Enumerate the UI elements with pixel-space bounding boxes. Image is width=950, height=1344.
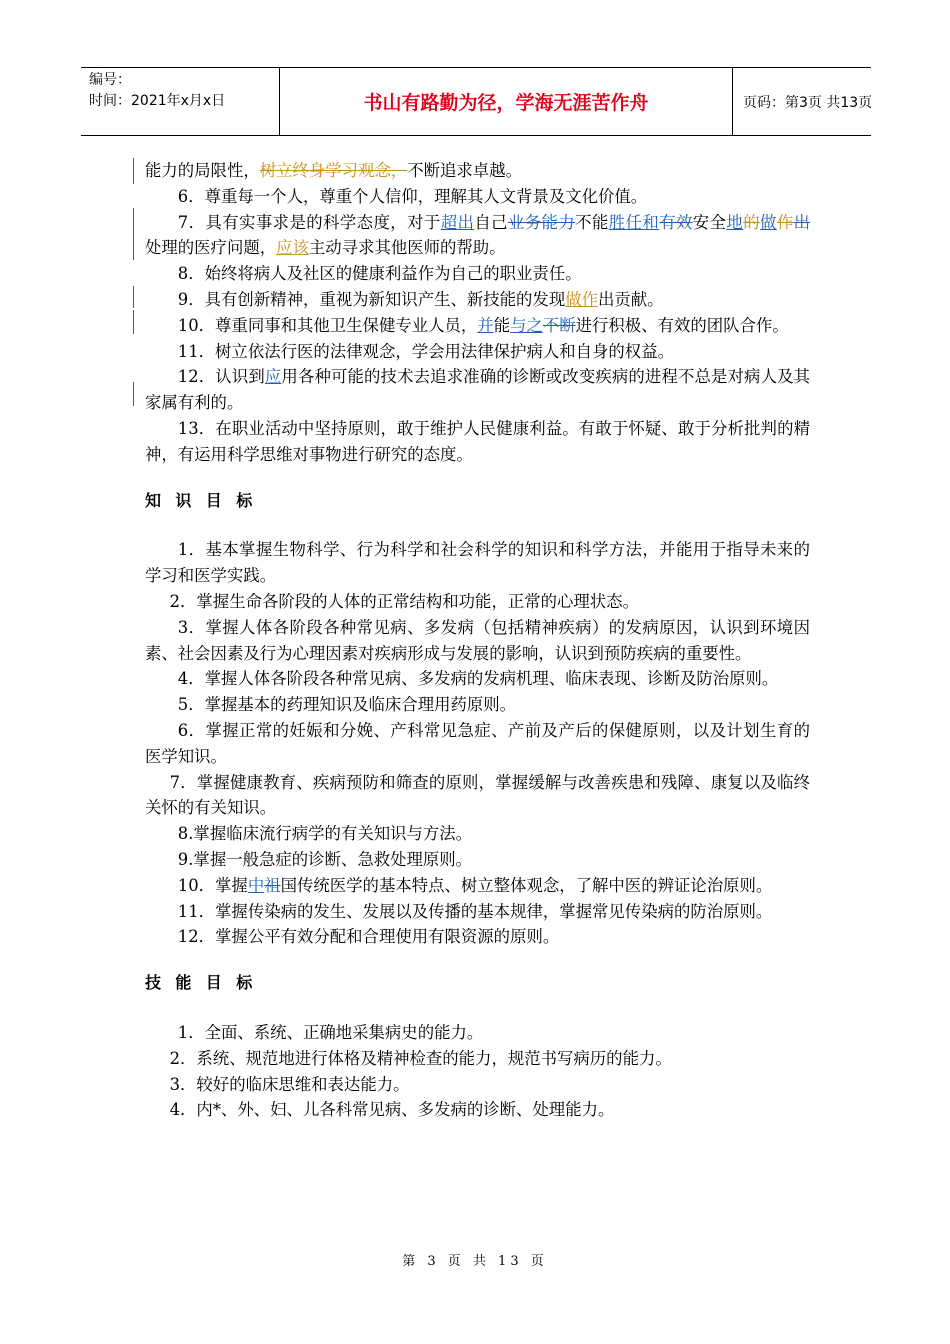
inserted-text: 地 — [726, 212, 744, 232]
inserted-text: 胜任和 — [608, 212, 660, 232]
header-page-code: 页码：第3页 共13页 — [743, 94, 873, 111]
document-body — [145, 158, 810, 1123]
paragraph: 10．尊重同事和其他卫生保健专业人员，并能与之不断进行积极、有效的团队合作。 — [177, 315, 789, 335]
deleted-text: 树立终身学习观念， — [259, 161, 408, 180]
paragraph: 2．系统、规范地进行体格及精神检查的能力，规范书写病历的能力。 — [169, 1048, 672, 1068]
paragraph: 11．树立依法行医的法律观念，学会用法律保护病人和自身的权益。 — [177, 341, 674, 361]
inserted-text: 应 — [264, 367, 282, 387]
paragraph: 6．尊重每一个人，尊重个人信仰，理解其人文背景及文化价值。 — [177, 186, 648, 206]
inserted-text: 做作 — [565, 289, 598, 309]
change-bar — [133, 382, 134, 406]
inserted-text: 中 — [247, 875, 265, 895]
inserted-text: 做 — [760, 212, 777, 232]
deleted-text: 作 — [776, 212, 794, 232]
paragraph: 13．在职业活动中坚持原则，敢于维护人民健康利益。有敢于怀疑、敢于分析批判的精神，有运用科学思维对事物进行研究的态度。 — [145, 418, 810, 464]
section-heading-skills: 技能目标 — [145, 973, 267, 993]
page-header — [81, 67, 871, 136]
paragraph: 5．掌握基本的药理知识及临床合理用药原则。 — [177, 695, 517, 715]
paragraph: 9．具有创新精神，重视为新知识产生、新技能的发现做作出贡献。 — [177, 289, 664, 309]
page-footer: 第 3 页 共 13 页 — [402, 1254, 548, 1269]
deleted-text: 有效 — [659, 212, 693, 232]
paragraph: 9.掌握一般急症的诊断、急救处理原则。 — [177, 849, 473, 869]
change-bar — [133, 158, 134, 184]
section-heading-knowledge: 知识目标 — [145, 490, 267, 510]
deleted-text: 不断 — [542, 315, 576, 335]
change-bar — [133, 286, 134, 308]
inserted-text: 与之 — [510, 315, 543, 335]
inserted-text: 并 — [477, 315, 494, 335]
paragraph: 2．掌握生命各阶段的人体的正常结构和功能，正常的心理状态。 — [169, 591, 639, 611]
paragraph: 7．具有实事求是的科学态度，对于超出自己业务能力不能胜任和有效安全地的做作出处理的医疗问题，应该主动寻求其他医师的帮助。 — [145, 212, 811, 258]
paragraph: 3．较好的临床思维和表达能力。 — [169, 1074, 410, 1094]
paragraph: 4．内*、外、妇、儿各科常见病、多发病的诊断、处理能力。 — [169, 1100, 615, 1120]
deleted-text: 祖 — [264, 875, 281, 895]
paragraph: 8.掌握临床流行病学的有关知识与方法。 — [177, 824, 473, 844]
paragraph: 12．认识到应用各种可能的技术去追求准确的诊断或改变疾病的进程不总是对病人及其家属有利的。 — [145, 367, 811, 413]
paragraph: 3．掌握人体各阶段各种常见病、多发病（包括精神疾病）的发病原因，认识到环境因素、社会因素及行为心理因素对疾病形成与发展的影响，认识到预防疾病的重要性。 — [145, 617, 810, 663]
paragraph: 4．掌握人体各阶段各种常见病、多发病的发病机理、临床表现、诊断及防治原则。 — [177, 669, 779, 689]
change-bar — [133, 208, 134, 260]
paragraph: 10．掌握中祖国传统医学的基本特点、树立整体观念，了解中医的辨证论治原则。 — [177, 875, 773, 895]
header-number: 编号： — [89, 72, 131, 88]
paragraph: 能力的局限性，树立终身学习观念，不断追求卓越。 — [145, 161, 522, 180]
paragraph: 8．始终将病人及社区的健康利益作为自己的职业责任。 — [177, 264, 582, 284]
change-bar — [133, 310, 134, 334]
paragraph: 6．掌握正常的妊娠和分娩、产科常见急症、产前及产后的保健原则，以及计划生育的医学知识。 — [145, 720, 810, 766]
paragraph: 7．掌握健康教育、疾病预防和筛查的原则，掌握缓解与改善疾患和残障、康复以及临终关怀的有关知识。 — [145, 772, 810, 818]
deleted-text: 的 — [743, 212, 761, 232]
header-time: 时间：2021年x月x日 — [89, 93, 226, 109]
header-meta-cell — [81, 68, 280, 135]
inserted-text: 应该 — [276, 238, 309, 258]
paragraph: 1．基本掌握生物科学、行为科学和社会科学的知识和科学方法，并能用于指导未来的学习和医学实践。 — [145, 540, 810, 586]
header-motto: 书山有路勤为径，学海无涯苦作舟 — [280, 68, 733, 135]
paragraph: 11．掌握传染病的发生、发展以及传播的基本规律，掌握常见传染病的防治原则。 — [177, 901, 773, 921]
deleted-text: 业务能力 — [507, 212, 576, 232]
deleted-text: 出 — [793, 212, 811, 232]
paragraph: 1．全面、系统、正确地采集病史的能力。 — [177, 1022, 484, 1042]
paragraph: 12．掌握公平有效分配和合理使用有限资源的原则。 — [177, 927, 560, 947]
inserted-text: 超出 — [440, 212, 475, 232]
